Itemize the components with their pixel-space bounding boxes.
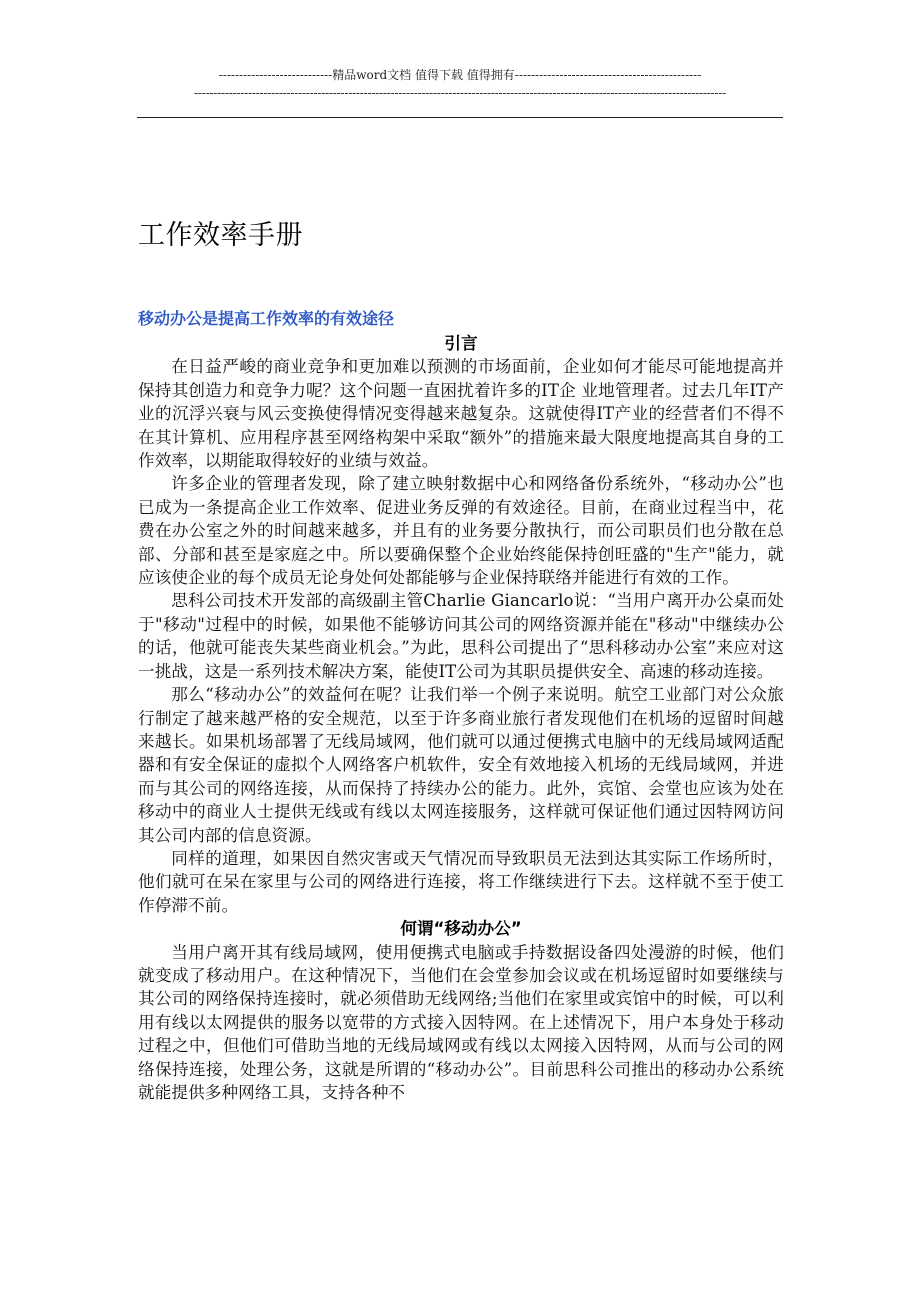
paragraph: 那么“移动办公”的效益何在呢？让我们举一个例子来说明。航空工业部门对公众旅行制定了越来越严格的安全规范，以至于许多商业旅行者发现他们在机场的逗留时间越来越长。如果机场部署了无线局域网，他们就可以通过便携式电脑中的无线局域网适配器和有安全保证的虚拟个人网络客户机软件，安全有效地接入机场的无线局域网，并进而与其公司的网络连接，从而保持了持续办公的能力。此外，宾馆、会堂也应该为处在移动中的商业人士提供无线或有线以太网连接服务，这样就可保证他们通过因特网访问其公司内部的信息资源。: [138, 685, 784, 845]
paragraph: 思科公司技术开发部的高级副主管Charlie Giancarlo说：“当用户离开办公桌而处于"移动"过程中的时候，如果他不能够访问其公司的网络资源并能在"移动"中继续办公的话，他就可能丧失某些商业机会。”为此，思科公司提出了“思科移动办公室”来应对这一挑战，这是一系列技术解决方案，能使IT公司为其职员提供安全、高速的移动连接。: [138, 591, 784, 681]
header-line-1: ----------------------------精品word文档 值得下载 值得拥有----------------------------------------------: [218, 68, 702, 82]
heading-intro: 引言: [444, 334, 478, 353]
document-title: 工作效率手册: [138, 220, 303, 251]
paragraph: 当用户离开其有线局域网，使用便携式电脑或手持数据设备四处漫游的时候，他们就变成了移动用户。在这种情况下，当他们在会堂参加会议或在机场逗留时如要继续与其公司的网络保持连接时，就必须借助无线网络;当他们在家里或宾馆中的时候，可以利用有线以太网提供的服务以宽带的方式接入因特网。在上述情况下，用户本身处于移动过程之中，但他们可借助当地的无线局域网或有线以太网接入因特网，从而与公司的网络保持连接，处理公务，这就是所谓的“移动办公”。目前思科公司推出的移动办公系统就能提供多种网络工具，支持各种不: [138, 942, 784, 1102]
document-body: [138, 332, 784, 1104]
paragraph: 同样的道理，如果因自然灾害或天气情况而导致职员无法到达其实际工作场所时，他们就可在呆在家里与公司的网络进行连接，将工作继续进行下去。这样就不至于使工作停滞不前。: [138, 848, 784, 915]
page-header: [137, 66, 783, 102]
paragraph: 许多企业的管理者发现，除了建立映射数据中心和网络备份系统外，“移动办公”也已成为一条提高企业工作效率、促进业务反弹的有效途径。目前，在商业过程当中，花费在办公室之外的时间越来越多，并且有的业务要分散执行，而公司职员们也分散在总部、分部和甚至是家庭之中。所以要确保整个企业始终能保持创旺盛的"生产"能力，就应该使企业的每个成员无论身处何处都能够与企业保持联络并能进行有效的工作。: [138, 474, 784, 588]
header-rule: [137, 117, 783, 118]
header-line-2: ------------------------------------------------------------------------------------------------------------------------------------------: [194, 86, 726, 100]
heading-mobile-office: 何谓“移动办公”: [400, 919, 522, 939]
section-title-link[interactable]: 移动办公是提高工作效率的有效途径: [138, 309, 395, 328]
paragraph: 在日益严峻的商业竞争和更加难以预测的市场面前，企业如何才能尽可能地提高并保持其创造力和竞争力呢？这个问题一直困扰着许多的IT企 业地管理者。过去几年IT产业的沉浮兴衰与风云变换使得情况变得越来越复杂。这就使得IT产业的经营者们不得不在其计算机、应用程序甚至网络构架中采取“额外”的措施来最大限度地提高其自身的工作效率，以期能取得较好的业绩与效益。: [138, 357, 784, 471]
